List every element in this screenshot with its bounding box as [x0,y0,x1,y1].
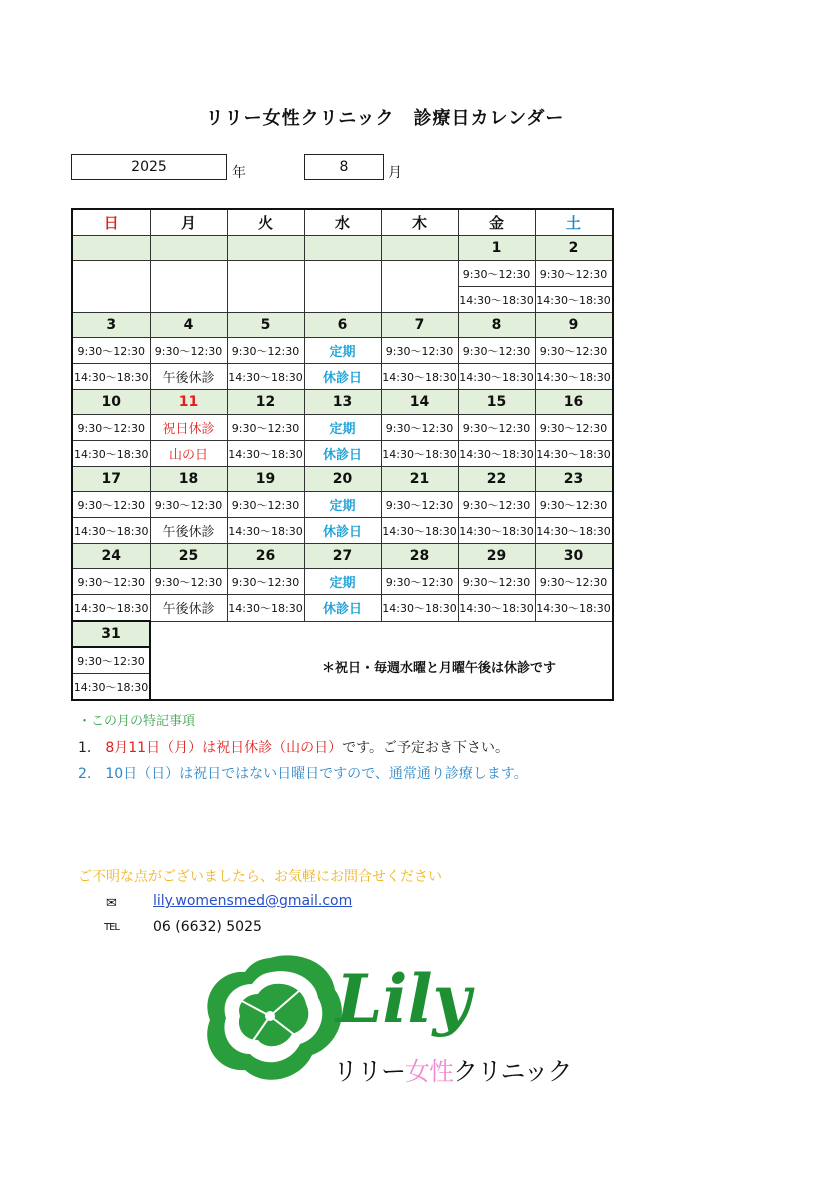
regular-closed-day: 休診日 [304,518,381,544]
morning-hours: 9:30〜12:30 [381,415,458,441]
afternoon-hours: 14:30〜18:30 [227,441,304,467]
date-row [72,544,613,569]
date-cell: 2 [535,236,613,261]
regular-closed-label: 定期 [304,338,381,364]
date-cell: 6 [304,313,381,338]
regular-closed-label: 定期 [304,415,381,441]
morning-hours: 9:30〜12:30 [227,569,304,595]
morning-hours: 9:30〜12:30 [150,338,227,364]
afternoon-hours: 14:30〜18:30 [227,595,304,622]
afternoon-hours: 14:30〜18:30 [72,674,150,701]
date-row [72,236,613,261]
empty-cell [150,261,227,313]
afternoon-closed: 午後休診 [150,364,227,390]
regular-closed-label: 定期 [304,492,381,518]
morning-row [72,569,613,595]
date-cell: 24 [72,544,150,569]
morning-hours: 9:30〜12:30 [72,647,150,674]
morning-row [72,415,613,441]
month-unit: 月 [388,165,402,181]
afternoon-hours: 14:30〜18:30 [72,364,150,390]
morning-hours: 9:30〜12:30 [535,261,613,287]
date-cell: 19 [227,467,304,492]
year-unit: 年 [232,165,246,181]
month-field[interactable]: 8 [304,154,384,180]
afternoon-hours: 14:30〜18:30 [458,595,535,622]
regular-closed-label: 定期 [304,569,381,595]
date-cell: 4 [150,313,227,338]
date-cell [150,236,227,261]
date-cell: 30 [535,544,613,569]
afternoon-hours: 14:30〜18:30 [72,441,150,467]
empty-cell [72,261,150,313]
weekday-mon: 月 [150,209,227,236]
date-cell: 3 [72,313,150,338]
date-row [72,621,613,647]
page-title: リリー女性クリニック 診療日カレンダー [205,108,565,129]
afternoon-hours: 14:30〜18:30 [72,518,150,544]
morning-row [72,338,613,364]
date-cell: 1 [458,236,535,261]
morning-hours: 9:30〜12:30 [150,569,227,595]
email-link[interactable]: lily.womensmed@gmail.com [153,893,353,909]
afternoon-hours: 14:30〜18:30 [72,595,150,622]
date-cell: 23 [535,467,613,492]
date-row [72,313,613,338]
date-cell: 10 [72,390,150,415]
afternoon-hours: 14:30〜18:30 [535,287,613,313]
empty-cell [304,261,381,313]
date-cell: 29 [458,544,535,569]
closure-note: ＊祝日・毎週水曜と月曜午後は休診です [322,661,557,676]
brand-text-pink: 女性 [405,1057,454,1086]
date-cell: 12 [227,390,304,415]
morning-hours: 9:30〜12:30 [535,569,613,595]
date-cell: 14 [381,390,458,415]
regular-closed-day: 休診日 [304,364,381,390]
date-cell: 16 [535,390,613,415]
morning-hours: 9:30〜12:30 [72,569,150,595]
morning-hours: 9:30〜12:30 [72,415,150,441]
regular-closed-day: 休診日 [304,595,381,622]
brand-text: リリー [333,1057,406,1086]
brand-text: クリニック [453,1057,572,1086]
mail-icon: ✉ [106,896,117,911]
date-cell [227,236,304,261]
morning-hours: 9:30〜12:30 [535,338,613,364]
date-cell [381,236,458,261]
weekday-fri: 金 [458,209,535,236]
afternoon-hours: 14:30〜18:30 [381,595,458,622]
morning-row [72,492,613,518]
logo-wordmark: Lily [336,960,471,1038]
morning-hours: 9:30〜12:30 [381,569,458,595]
date-cell: 17 [72,467,150,492]
afternoon-hours: 14:30〜18:30 [535,595,613,622]
afternoon-hours: 14:30〜18:30 [535,441,613,467]
special-note-1: 1. 8月11日（月）は祝日休診（山の日）です。ご予定おき下さい。 [78,740,509,756]
afternoon-hours: 14:30〜18:30 [381,364,458,390]
afternoon-hours: 14:30〜18:30 [458,441,535,467]
afternoon-closed: 午後休診 [150,518,227,544]
morning-row [72,261,613,287]
date-cell: 22 [458,467,535,492]
date-cell: 27 [304,544,381,569]
phone-number: 06 (6632) 5025 [153,919,262,935]
morning-hours: 9:30〜12:30 [458,261,535,287]
date-row [72,467,613,492]
date-cell: 5 [227,313,304,338]
date-cell: 26 [227,544,304,569]
date-cell: 20 [304,467,381,492]
calendar-table [71,208,614,701]
tel-icon: TEL [104,922,119,933]
year-field[interactable]: 2025 [71,154,227,180]
morning-hours: 9:30〜12:30 [535,492,613,518]
date-cell: 25 [150,544,227,569]
clinic-name-logo [333,1052,572,1088]
morning-hours: 9:30〜12:30 [458,338,535,364]
morning-hours: 9:30〜12:30 [72,338,150,364]
date-cell: 13 [304,390,381,415]
weekday-sun: 日 [72,209,150,236]
empty-area [150,674,613,701]
weekday-sat: 土 [535,209,613,236]
date-cell: 21 [381,467,458,492]
empty-cell [227,261,304,313]
afternoon-hours: 14:30〜18:30 [458,518,535,544]
afternoon-hours: 14:30〜18:30 [535,364,613,390]
morning-hours: 9:30〜12:30 [150,492,227,518]
special-note-2: 2. 10日（日）は祝日ではない日曜日ですので、通常通り診療します。 [78,766,528,782]
afternoon-hours: 14:30〜18:30 [227,518,304,544]
weekday-thu: 木 [381,209,458,236]
morning-hours: 9:30〜12:30 [381,492,458,518]
date-cell: 28 [381,544,458,569]
empty-area [150,621,613,647]
afternoon-hours: 14:30〜18:30 [227,364,304,390]
afternoon-hours: 14:30〜18:30 [535,518,613,544]
regular-closed-day: 休診日 [304,441,381,467]
morning-hours: 9:30〜12:30 [227,338,304,364]
date-cell: 18 [150,467,227,492]
date-row [72,390,613,415]
afternoon-row [72,595,613,622]
afternoon-closed: 午後休診 [150,595,227,622]
empty-cell [381,261,458,313]
holiday-name: 山の日 [150,441,227,467]
date-cell: 8 [458,313,535,338]
contact-message: ご不明な点がございましたら、お気軽にお問合せください [78,869,442,885]
morning-hours: 9:30〜12:30 [458,492,535,518]
afternoon-hours: 14:30〜18:30 [458,287,535,313]
afternoon-hours: 14:30〜18:30 [381,441,458,467]
weekday-wed: 水 [304,209,381,236]
date-cell: 15 [458,390,535,415]
lily-flower-logo [200,950,350,1090]
morning-hours: 9:30〜12:30 [458,569,535,595]
afternoon-hours: 14:30〜18:30 [381,518,458,544]
morning-hours: 9:30〜12:30 [227,492,304,518]
special-note-1-text: 8月11日（月）は祝日休診（山の日） [105,740,343,756]
afternoon-row [72,364,613,390]
date-cell: 7 [381,313,458,338]
date-cell [72,236,150,261]
date-cell-holiday: 11 [150,390,227,415]
morning-hours: 9:30〜12:30 [381,338,458,364]
afternoon-row [72,518,613,544]
morning-hours: 9:30〜12:30 [72,492,150,518]
afternoon-row [72,441,613,467]
special-notes-heading: ・この月の特記事項 [78,714,196,729]
date-cell: 31 [72,621,150,647]
morning-hours: 9:30〜12:30 [227,415,304,441]
afternoon-hours: 14:30〜18:30 [458,364,535,390]
weekday-tue: 火 [227,209,304,236]
morning-hours: 9:30〜12:30 [535,415,613,441]
morning-hours: 9:30〜12:30 [458,415,535,441]
afternoon-row [72,674,613,701]
date-cell: 9 [535,313,613,338]
holiday-closed-label: 祝日休診 [150,415,227,441]
date-cell [304,236,381,261]
weekday-header-row [72,209,613,236]
